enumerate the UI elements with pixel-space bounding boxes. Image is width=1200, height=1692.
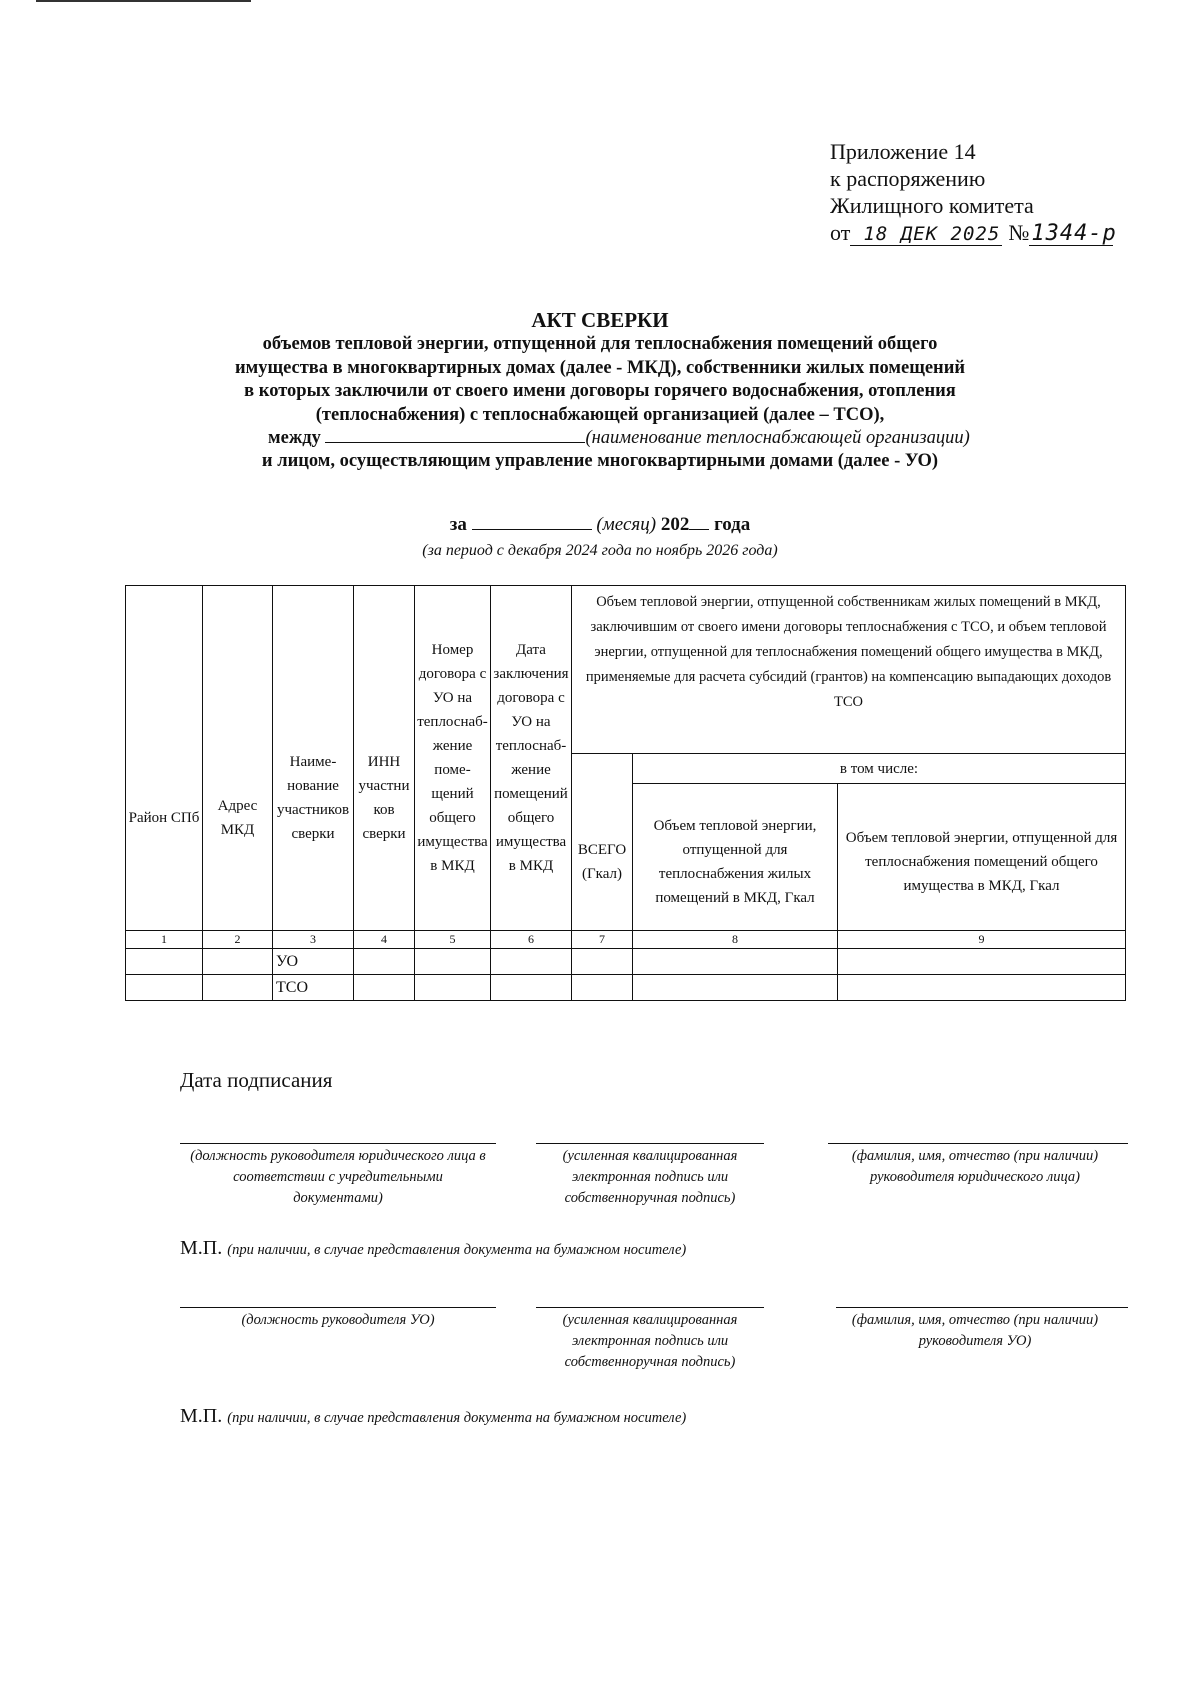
header-row-1 <box>126 586 1126 754</box>
inn-cell[interactable] <box>354 975 415 1001</box>
name-signature-line[interactable] <box>828 1143 1128 1144</box>
signature-line[interactable] <box>536 1143 764 1144</box>
top-edge-line <box>36 0 251 2</box>
district-cell[interactable] <box>126 949 203 975</box>
column-number: 9 <box>838 931 1126 949</box>
number-label: № <box>1008 220 1030 245</box>
stamp-line-2 <box>180 1405 686 1428</box>
between-label: между <box>268 428 321 448</box>
position-caption: (должность руководителя УО) <box>241 1312 435 1328</box>
common-cell[interactable] <box>838 949 1126 975</box>
contract-date-cell[interactable] <box>491 975 572 1001</box>
stamp-label: М.П. <box>180 1405 223 1427</box>
appendix-date-line <box>830 219 1117 246</box>
tso-name-blank[interactable] <box>325 442 585 443</box>
from-label: от <box>830 220 851 245</box>
position-signature-line[interactable] <box>180 1307 496 1308</box>
column-number: 2 <box>203 931 273 949</box>
table-row <box>126 949 1126 975</box>
period-line <box>150 514 1050 536</box>
col-address-header: Адрес МКД <box>203 586 273 931</box>
between-line <box>150 427 1050 450</box>
title-line-4: (теплоснабжения) с теплоснабжающей организацией (далее – ТСО), <box>315 404 885 425</box>
signature-line[interactable] <box>536 1307 764 1308</box>
column-number: 1 <box>126 931 203 949</box>
participant-cell: УО <box>273 949 354 975</box>
residential-cell[interactable] <box>633 949 838 975</box>
for-label: за <box>449 514 467 535</box>
name-caption: (фамилия, имя, отчество (при наличии) руководителя УО) <box>851 1312 1099 1349</box>
handwritten-date: 18 ДЕК 2025 <box>850 223 1002 246</box>
column-number: 3 <box>273 931 354 949</box>
appendix-order: к распоряжению <box>830 166 986 191</box>
appendix-title: Приложение 14 <box>830 139 976 164</box>
document-title-block <box>150 307 1050 474</box>
handwritten-number: 1344-р <box>1031 221 1117 246</box>
stamp-line-1 <box>180 1237 686 1260</box>
volume-group-header: Объем тепловой энергии, отпущенной собственникам жилых помещений в МКД, заключившим от своего имени договоры теплоснабжения с ТСО, и объем тепловой энергии, отпущенной для теплоснабжения помещений общего имущества в МКД, применяемые для расчета субсидий (грантов) на компенсацию выпадающих доходов ТСО <box>572 586 1126 754</box>
column-number: 8 <box>633 931 838 949</box>
common-cell[interactable] <box>838 975 1126 1001</box>
signature-caption: (усиленная квалицированная электронная подпись или собственноручная подпись) <box>562 1312 738 1370</box>
title-line-3: в которых заключили от своего имени договоры горячего водоснабжения, отопления <box>244 381 956 401</box>
column-number: 6 <box>491 931 572 949</box>
reconciliation-table <box>125 585 1126 1001</box>
stamp-note: (при наличии, в случае представления документа на бумажном носителе) <box>227 1410 687 1426</box>
title-line-1: объемов тепловой энергии, отпущенной для теплоснабжения помещений общего <box>262 334 938 354</box>
address-cell[interactable] <box>203 949 273 975</box>
stamp-note: (при наличии, в случае представления документа на бумажном носителе) <box>227 1242 687 1258</box>
column-number-row <box>126 931 1126 949</box>
position-signature-line[interactable] <box>180 1143 496 1144</box>
year-blank[interactable] <box>689 529 709 530</box>
col-contract-date-header: Дата заключения договора с УО на теплоснаб-жение помещений общего имущества в МКД <box>491 586 572 931</box>
period-range-note: (за период с декабря 2024 года по ноябрь 2026 года) <box>422 542 778 559</box>
title-line-5: и лицом, осуществляющим управление многоквартирными домами (далее - УО) <box>261 451 939 471</box>
including-header: в том числе: <box>633 754 1126 784</box>
document-title: АКТ СВЕРКИ <box>531 308 669 332</box>
appendix-committee: Жилищного комитета <box>830 193 1034 218</box>
contract-number-cell[interactable] <box>415 975 491 1001</box>
table-row <box>126 975 1126 1001</box>
col-total-header: ВСЕГО (Гкал) <box>572 754 633 931</box>
title-line-2: имущества в многоквартирных домах (далее - МКД), собственники жилых помещений <box>234 357 966 378</box>
year-prefix: 202 <box>660 514 690 535</box>
year-suffix: года <box>714 514 751 535</box>
signature-caption: (усиленная квалицированная электронная подпись или собственноручная подпись) <box>562 1148 738 1206</box>
appendix-header <box>830 138 1117 246</box>
stamp-label: М.П. <box>180 1237 223 1259</box>
column-number: 5 <box>415 931 491 949</box>
total-cell[interactable] <box>572 975 633 1001</box>
residential-cell[interactable] <box>633 975 838 1001</box>
month-blank[interactable] <box>472 529 592 530</box>
col-common-header: Объем тепловой энергии, отпущенной для теплоснабжения помещений общего имущества в МКД, Гкал <box>838 784 1126 931</box>
address-cell[interactable] <box>203 975 273 1001</box>
position-caption: (должность руководителя юридического лица в соответствии с учредительными документами) <box>190 1148 486 1206</box>
name-signature-line[interactable] <box>836 1307 1128 1308</box>
month-hint: (месяц) <box>596 514 657 535</box>
column-number: 4 <box>354 931 415 949</box>
total-cell[interactable] <box>572 949 633 975</box>
col-residential-header: Объем тепловой энергии, отпущенной для теплоснабжения жилых помещений в МКД, Гкал <box>633 784 838 931</box>
name-caption: (фамилия, имя, отчество (при наличии) руководителя юридического лица) <box>851 1148 1099 1185</box>
col-participants-header: Наиме-нование участников сверки <box>273 586 354 931</box>
district-cell[interactable] <box>126 975 203 1001</box>
participant-cell: ТСО <box>273 975 354 1001</box>
contract-date-cell[interactable] <box>491 949 572 975</box>
contract-number-cell[interactable] <box>415 949 491 975</box>
col-contract-number-header: Номер договора с УО на теплоснаб-жение поме-щений общего имущества в МКД <box>415 586 491 931</box>
col-inn-header: ИНН участни ков сверки <box>354 586 415 931</box>
column-number: 7 <box>572 931 633 949</box>
inn-cell[interactable] <box>354 949 415 975</box>
signing-date-label: Дата подписания <box>180 1068 333 1092</box>
tso-name-hint: (наименование теплоснабжающей организации) <box>585 428 970 448</box>
col-district-header: Район СПб <box>126 586 203 931</box>
